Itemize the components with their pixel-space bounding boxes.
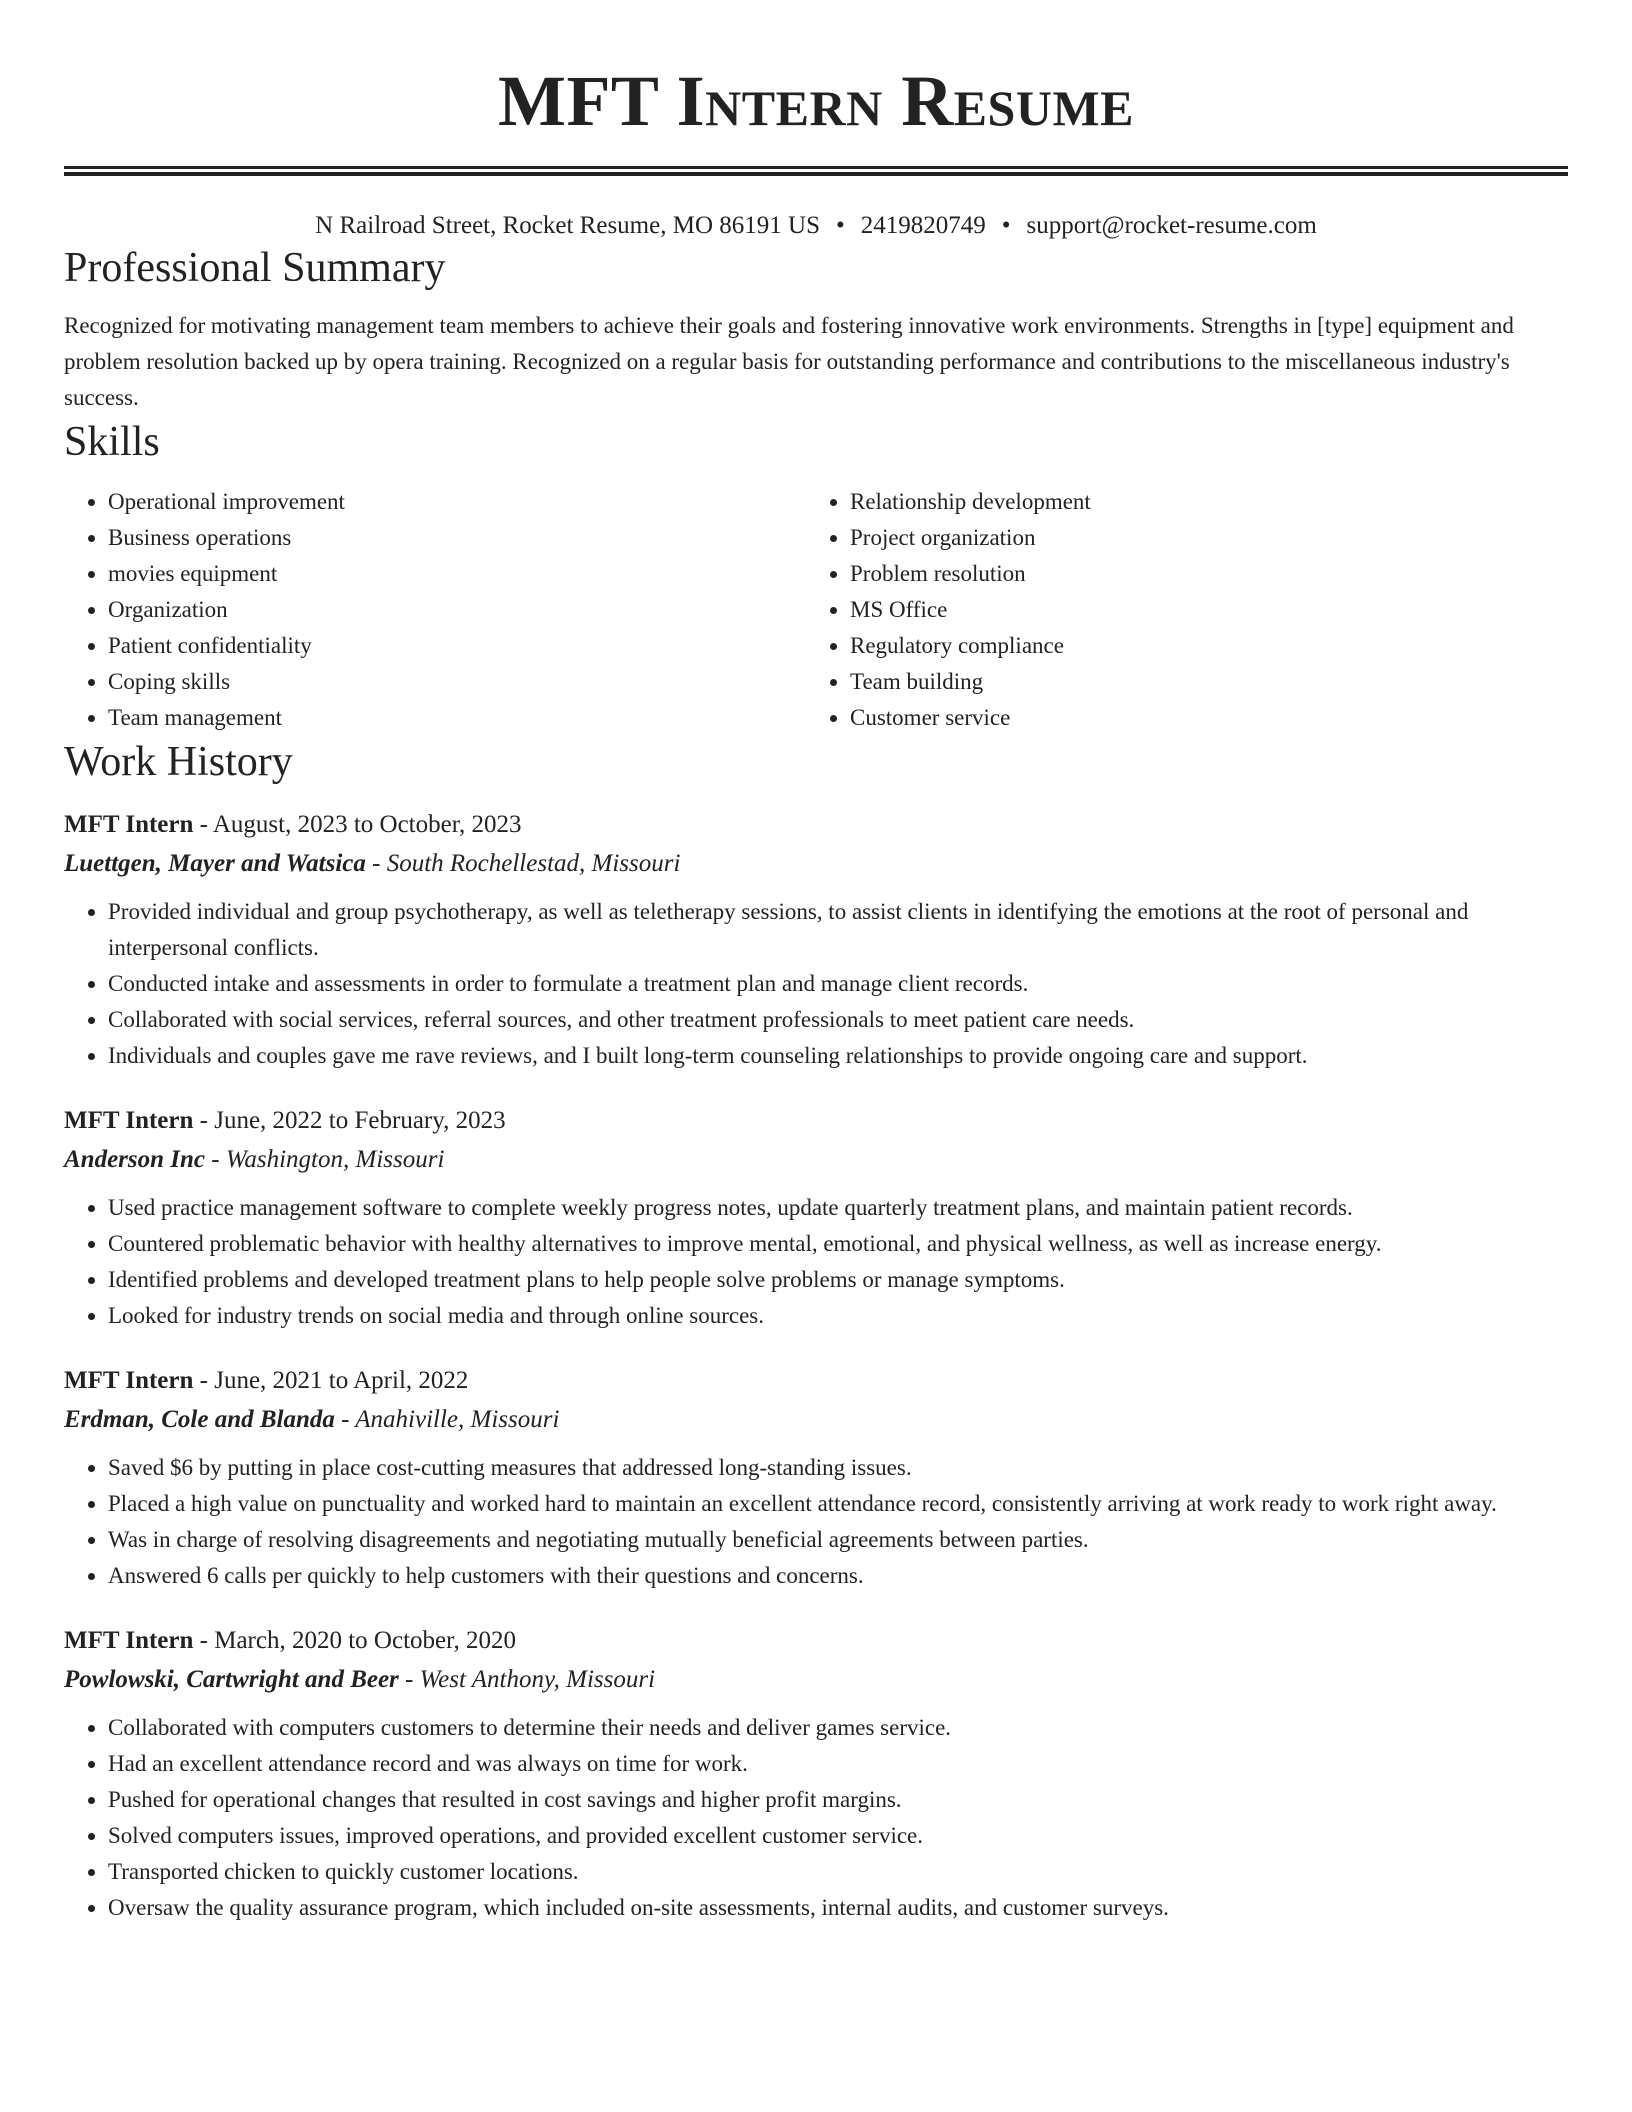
contact-separator: •: [1001, 212, 1011, 239]
skill-item: • Organization: [108, 592, 806, 628]
job-bullet: • Had an excellent attendance record and was always on time for work.: [108, 1746, 1568, 1782]
job-bullet: • Individuals and couples gave me rave reviews, and I built long-term counseling relationships to provide ongoing care and support.: [108, 1038, 1568, 1074]
contact-address: N Railroad Street, Rocket Resume, MO 86191 US: [315, 212, 820, 239]
job-bullet: • Saved $6 by putting in place cost-cutting measures that addressed long-standing issues.: [108, 1450, 1568, 1486]
job-location: Anahiville, Missouri: [355, 1406, 560, 1433]
skills-heading: Skills: [64, 419, 160, 465]
skill-item: • Problem resolution: [850, 556, 1548, 592]
skill-item: • Regulatory compliance: [850, 628, 1548, 664]
skill-item: • Business operations: [108, 520, 806, 556]
job-bullets: [64, 1710, 1568, 1926]
job-dash: -: [334, 1406, 356, 1433]
job-title-line: [64, 1102, 1568, 1140]
skill-item: • Coping skills: [108, 664, 806, 700]
job-company-line: [64, 1660, 1568, 1700]
job-bullet: • Pushed for operational changes that resulted in cost savings and higher profit margins.: [108, 1782, 1568, 1818]
job-bullet: • Transported chicken to quickly customer locations.: [108, 1854, 1568, 1890]
contact-line: [64, 210, 1568, 242]
skills-list: [64, 484, 1568, 736]
job-role: MFT Intern: [64, 1627, 194, 1654]
job-bullet: • Solved computers issues, improved operations, and provided excellent customer service.: [108, 1818, 1568, 1854]
job-bullet: • Was in charge of resolving disagreements and negotiating mutually beneficial agreements between parties.: [108, 1522, 1568, 1558]
job-location: Washington, Missouri: [225, 1146, 445, 1173]
skill-item: • Project organization: [850, 520, 1548, 556]
job-company: Anderson Inc: [64, 1146, 206, 1173]
job-role: MFT Intern: [64, 1107, 194, 1134]
job-dash: -: [398, 1666, 420, 1693]
job-company: Luettgen, Mayer and Watsica: [64, 850, 366, 877]
contact-email: support@rocket-resume.com: [1026, 212, 1317, 239]
job-bullet: • Oversaw the quality assurance program, which included on-site assessments, internal audits, and customer surveys.: [108, 1890, 1568, 1926]
job-bullet: • Conducted intake and assessments in order to formulate a treatment plan and manage client records.: [108, 966, 1568, 1002]
job-bullet: • Collaborated with computers customers to determine their needs and deliver games service.: [108, 1710, 1568, 1746]
summary-heading: Professional Summary: [64, 245, 446, 291]
job-dates: June, 2022 to February, 2023: [214, 1107, 506, 1134]
job-dates: June, 2021 to April, 2022: [214, 1367, 469, 1394]
job-entry: [64, 1102, 1568, 1334]
skill-item: • Relationship development: [850, 484, 1548, 520]
job-title-line: [64, 1362, 1568, 1400]
job-dash: -: [193, 1107, 215, 1134]
job-company-line: [64, 1400, 1568, 1440]
job-dash: -: [365, 850, 387, 877]
contact-separator: •: [835, 212, 845, 239]
job-bullet: • Countered problematic behavior with healthy alternatives to improve mental, emotional, and physical wellness, as well as increase energy.: [108, 1226, 1568, 1262]
job-location: South Rochellestad, Missouri: [386, 850, 681, 877]
job-role: MFT Intern: [64, 811, 194, 838]
job-entry: [64, 1622, 1568, 1926]
job-company: Powlowski, Cartwright and Beer: [64, 1666, 399, 1693]
contact-phone: 2419820749: [860, 212, 986, 239]
job-bullet: • Collaborated with social services, referral sources, and other treatment professionals to meet patient care needs.: [108, 1002, 1568, 1038]
job-dates: August, 2023 to October, 2023: [212, 811, 522, 838]
job-title-line: [64, 806, 1568, 844]
job-bullet: • Looked for industry trends on social media and through online sources.: [108, 1298, 1568, 1334]
skill-item: • Patient confidentiality: [108, 628, 806, 664]
job-company-line: [64, 844, 1568, 884]
job-bullets: [64, 894, 1568, 1074]
job-entry: [64, 1362, 1568, 1594]
job-bullet: • Used practice management software to complete weekly progress notes, update quarterly treatment plans, and maintain patient records.: [108, 1190, 1568, 1226]
resume-page: [64, 0, 1568, 1926]
job-dash: -: [193, 1627, 215, 1654]
job-entry: [64, 806, 1568, 1074]
skill-item: • MS Office: [850, 592, 1548, 628]
job-role: MFT Intern: [64, 1367, 194, 1394]
title-divider: [64, 166, 1568, 176]
skill-item: • Operational improvement: [108, 484, 806, 520]
skills-column-right: [806, 484, 1548, 736]
work-history-heading: Work History: [64, 739, 293, 785]
job-bullets: [64, 1190, 1568, 1334]
skill-item: • movies equipment: [108, 556, 806, 592]
job-bullet: • Provided individual and group psychotherapy, as well as teletherapy sessions, to assist clients in identifying the emotions at the root of personal and interpersonal conflicts.: [108, 894, 1568, 966]
job-company: Erdman, Cole and Blanda: [64, 1406, 335, 1433]
skills-column-left: [64, 484, 806, 736]
job-bullet: • Placed a high value on punctuality and worked hard to maintain an excellent attendance record, consistently arriving at work ready to work right away.: [108, 1486, 1568, 1522]
job-dash: -: [205, 1146, 226, 1173]
resume-title: MFT Intern Resume: [497, 61, 1134, 141]
summary-text: Recognized for motivating management team members to achieve their goals and fostering innovative work environments. Strengths in [type] equipment and problem resolution backed up by opera training. Recognized on a regular basis for outstanding performance and contributions to the miscellaneous industry's success.: [64, 313, 1514, 410]
job-company-line: [64, 1140, 1568, 1180]
job-dash: -: [193, 811, 213, 838]
job-location: West Anthony, Missouri: [419, 1666, 656, 1693]
job-bullets: [64, 1450, 1568, 1594]
skill-item: • Team building: [850, 664, 1548, 700]
skill-item: • Team management: [108, 700, 806, 736]
job-bullet: • Identified problems and developed treatment plans to help people solve problems or manage symptoms.: [108, 1262, 1568, 1298]
job-title-line: [64, 1622, 1568, 1660]
job-dash: -: [193, 1367, 215, 1394]
skill-item: • Customer service: [850, 700, 1548, 736]
job-dates: March, 2020 to October, 2020: [214, 1627, 516, 1654]
job-bullet: • Answered 6 calls per quickly to help customers with their questions and concerns.: [108, 1558, 1568, 1594]
